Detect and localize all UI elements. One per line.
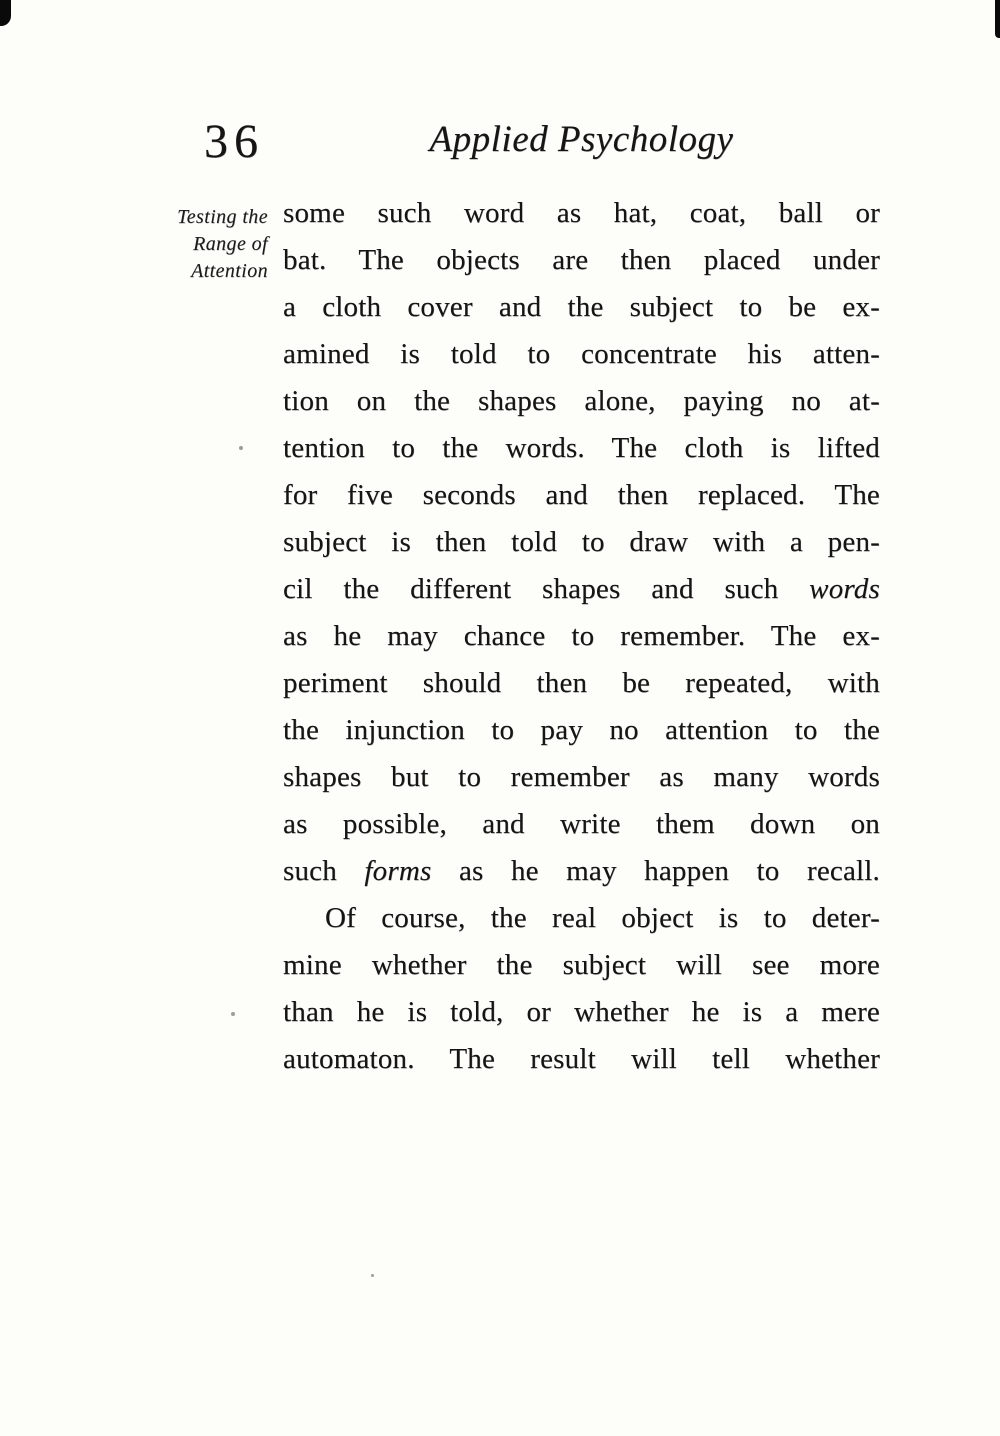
scan-speck [239, 446, 243, 450]
text-segment: as he may chance to remember. The ex- [283, 620, 880, 652]
text-segment: than he is told, or whether he is a mere [283, 996, 880, 1028]
text-segment: some such word as hat, coat, ball or [283, 197, 880, 229]
text-segment: shapes but to remember as many words [283, 761, 880, 793]
body-line [283, 331, 880, 378]
scan-artifact-top-right [995, 0, 1000, 38]
text-segment: cil the different shapes and such [283, 573, 810, 605]
text-segment: tion on the shapes alone, paying no at- [283, 385, 880, 417]
margin-note-line: Attention [191, 260, 268, 282]
body-line [283, 707, 880, 754]
text-segment: subject is then told to draw with a pen- [283, 526, 880, 558]
scan-speck [231, 1012, 235, 1016]
body-line [283, 425, 880, 472]
body-line [283, 754, 880, 801]
text-segment: mine whether the subject will see more [283, 949, 880, 981]
body-line [283, 1036, 880, 1083]
body-text [283, 190, 880, 1083]
scan-artifact-top-left [0, 0, 11, 26]
text-segment: such [283, 855, 365, 887]
text-segment: as possible, and write them down on [283, 808, 880, 840]
margin-note-line: Testing the [177, 206, 268, 228]
body-line [283, 801, 880, 848]
text-segment: bat. The objects are then placed under [283, 244, 880, 276]
body-line [283, 472, 880, 519]
body-line [283, 378, 880, 425]
text-segment: amined is told to concentrate his atten- [283, 338, 880, 370]
italic-word: words [809, 573, 880, 605]
body-line [283, 284, 880, 331]
text-segment: the injunction to pay no attention to the [283, 714, 880, 746]
body-line [283, 613, 880, 660]
text-segment: as he may happen to recall. [431, 855, 880, 887]
running-head: Applied Psychology [429, 119, 734, 160]
margin-note [128, 204, 268, 285]
paragraph [283, 895, 880, 1083]
body-line [283, 848, 880, 895]
body-line [283, 566, 880, 613]
text-segment: a cloth cover and the subject to be ex- [283, 291, 880, 323]
italic-word: forms [364, 855, 432, 887]
text-segment: automaton. The result will tell whether [283, 1043, 880, 1075]
body-line [283, 190, 880, 237]
text-segment: for five seconds and then replaced. The [283, 479, 880, 511]
body-line [283, 660, 880, 707]
text-segment: Of course, the real object is to deter- [325, 902, 880, 934]
text-segment: tention to the words. The cloth is lifted [283, 432, 880, 464]
scan-speck [371, 1274, 374, 1277]
body-line [283, 989, 880, 1036]
body-line [283, 895, 880, 942]
body-line [283, 942, 880, 989]
paragraph [283, 190, 880, 895]
page-number: 36 [204, 115, 264, 168]
body-line [283, 237, 880, 284]
body-line [283, 519, 880, 566]
margin-note-line: Range of [193, 233, 268, 255]
text-segment: periment should then be repeated, with [283, 667, 880, 699]
